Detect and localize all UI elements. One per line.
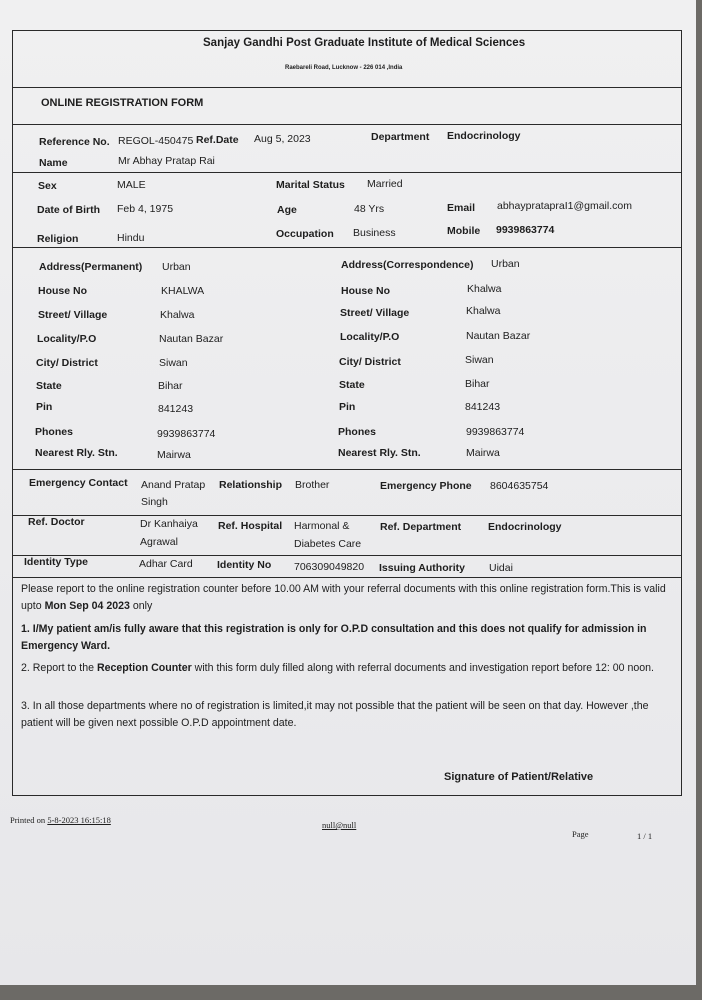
registration-form <box>12 30 682 796</box>
dob-label: Date of Birth <box>37 204 100 216</box>
perm-street-value: Khalwa <box>160 309 195 321</box>
printed-on <box>10 815 111 825</box>
locality-label: Locality/P.O <box>37 333 97 345</box>
divider <box>13 469 681 470</box>
institute-address: Raebareli Road, Lucknow - 226 014 ,India <box>285 65 403 71</box>
perm-locality-value: Nautan Bazar <box>159 333 224 345</box>
reference-value: REGOL-450475 <box>118 135 194 147</box>
rly-stn-label: Nearest Rly. Stn. <box>338 447 421 459</box>
religion-label: Religion <box>37 233 79 245</box>
issuing-authority-label: Issuing Authority <box>379 562 465 574</box>
divider <box>13 515 681 516</box>
religion-value: Hindu <box>117 232 145 244</box>
reception-counter: Reception Counter <box>96 662 192 674</box>
ref-date-value: Aug 5, 2023 <box>254 133 311 145</box>
identity-no-label: Identity No <box>217 559 272 571</box>
address-correspondence-type: Urban <box>491 258 520 270</box>
pin-label: Pin <box>339 401 356 413</box>
ref-department-label: Ref. Department <box>380 521 462 533</box>
divider <box>13 577 681 578</box>
corr-street-value: Khalwa <box>466 305 501 317</box>
instruction-intro-text: Please report to the online registration counter before 10.00 AM with your referral documents with this online registration form.This is valid upto <box>21 583 666 612</box>
corr-phones-value: 9939863774 <box>466 426 525 438</box>
instruction-intro <box>21 581 673 615</box>
name-value: Mr Abhay Pratap Rai <box>118 155 215 167</box>
age-value: 48 Yrs <box>354 203 385 215</box>
house-no-label: House No <box>341 285 391 297</box>
department-label: Department <box>371 131 430 143</box>
page-number: 1 / 1 <box>637 831 653 841</box>
phones-label: Phones <box>35 426 73 438</box>
signature-label: Signature of Patient/Relative <box>444 771 594 783</box>
printed-on-label: Printed on <box>10 815 46 825</box>
identity-type-label: Identity Type <box>24 556 88 568</box>
divider <box>13 87 681 88</box>
pin-label: Pin <box>36 401 53 413</box>
relationship-label: Relationship <box>219 479 283 491</box>
reference-label: Reference No. <box>39 136 110 148</box>
address-permanent-type: Urban <box>162 261 191 273</box>
ref-department-value: Endocrinology <box>488 521 562 533</box>
occupation-label: Occupation <box>276 228 334 240</box>
perm-rly-value: Mairwa <box>157 449 191 461</box>
sex-value: MALE <box>117 179 146 191</box>
perm-city-value: Siwan <box>159 357 188 369</box>
emergency-phone-label: Emergency Phone <box>380 480 472 492</box>
ref-hospital-value-cont: Diabetes Care <box>294 538 362 550</box>
divider <box>13 555 681 556</box>
relationship-value: Brother <box>295 479 330 491</box>
perm-state-value: Bihar <box>158 380 183 392</box>
locality-label: Locality/P.O <box>340 331 400 343</box>
ref-hospital-label: Ref. Hospital <box>218 520 283 532</box>
perm-pin-value: 841243 <box>158 403 194 415</box>
form-title: ONLINE REGISTRATION FORM <box>41 97 204 109</box>
emergency-contact-name: Anand Pratap <box>141 479 206 491</box>
state-label: State <box>36 380 62 392</box>
user-id: null@null <box>322 820 357 830</box>
city-label: City/ District <box>36 357 98 369</box>
email-value: abhaypratapraI1@gmail.com <box>497 200 632 212</box>
dob-value: Feb 4, 1975 <box>117 203 174 215</box>
corr-pin-value: 841243 <box>465 401 501 413</box>
mobile-value: 9939863774 <box>496 224 555 236</box>
emergency-contact-name-cont: Singh <box>141 496 168 508</box>
ref-doctor-value-cont: Agrawal <box>140 536 178 548</box>
ref-hospital-value: Harmonal & <box>294 520 350 532</box>
email-label: Email <box>447 202 476 214</box>
identity-no-value: 706309049820 <box>294 561 365 573</box>
corr-locality-value: Nautan Bazar <box>466 330 531 342</box>
divider <box>13 172 681 173</box>
emergency-phone-value: 8604635754 <box>490 480 549 492</box>
issuing-authority-value: Uidai <box>489 562 513 574</box>
institute-name: Sanjay Gandhi Post Graduate Institute of Medical Sciences <box>203 37 526 49</box>
city-label: City/ District <box>339 356 401 368</box>
instruction-intro-end: only <box>129 600 153 612</box>
ref-doctor-label: Ref. Doctor <box>28 516 85 528</box>
marital-status-value: Married <box>367 178 403 190</box>
divider <box>13 124 681 125</box>
age-label: Age <box>277 204 297 216</box>
valid-upto-date: Mon Sep 04 2023 <box>44 600 130 612</box>
phones-label: Phones <box>338 426 376 438</box>
identity-type-value: Adhar Card <box>139 558 193 570</box>
instruction-point-1: 1. I/My patient am/is fully aware that this registration is only for O.P.D consultation and this does not qualify for admission in Emergency Ward. <box>21 623 647 652</box>
ref-doctor-value: Dr Kanhaiya <box>140 518 198 530</box>
address-permanent-label: Address(Permanent) <box>39 261 143 273</box>
street-label: Street/ Village <box>38 309 108 321</box>
corr-city-value: Siwan <box>465 354 494 366</box>
marital-status-label: Marital Status <box>276 179 345 191</box>
corr-rly-value: Mairwa <box>466 447 500 459</box>
page-label: Page <box>572 829 589 839</box>
department-value: Endocrinology <box>447 130 521 142</box>
address-correspondence-label: Address(Correspondence) <box>341 259 474 271</box>
occupation-value: Business <box>353 227 396 239</box>
instruction-point-3: 3. In all those departments where no of registration is limited,it may not possible that the patient will be seen on that day. However ,the patient will be given next possible O.P.D appointment date. <box>21 700 649 729</box>
point-2-text: 2. Report to the <box>21 662 97 674</box>
perm-phones-value: 9939863774 <box>157 428 216 440</box>
perm-house-value: KHALWA <box>161 285 205 297</box>
corr-state-value: Bihar <box>465 378 490 390</box>
corr-house-value: Khalwa <box>467 283 502 295</box>
sex-label: Sex <box>38 180 57 192</box>
state-label: State <box>339 379 365 391</box>
divider <box>13 247 681 248</box>
printed-on-date: 5-8-2023 16:15:18 <box>47 815 111 825</box>
ref-date-label: Ref.Date <box>196 134 239 146</box>
mobile-label: Mobile <box>447 225 481 237</box>
street-label: Street/ Village <box>340 307 410 319</box>
point-2-text-end: with this form duly filled along with referral documents and investigation report before 12: 00 noon. <box>191 662 654 674</box>
rly-stn-label: Nearest Rly. Stn. <box>35 447 118 459</box>
instruction-point-2 <box>21 660 673 677</box>
name-label: Name <box>39 157 68 169</box>
house-no-label: House No <box>38 285 88 297</box>
emergency-contact-label: Emergency Contact <box>29 477 128 489</box>
